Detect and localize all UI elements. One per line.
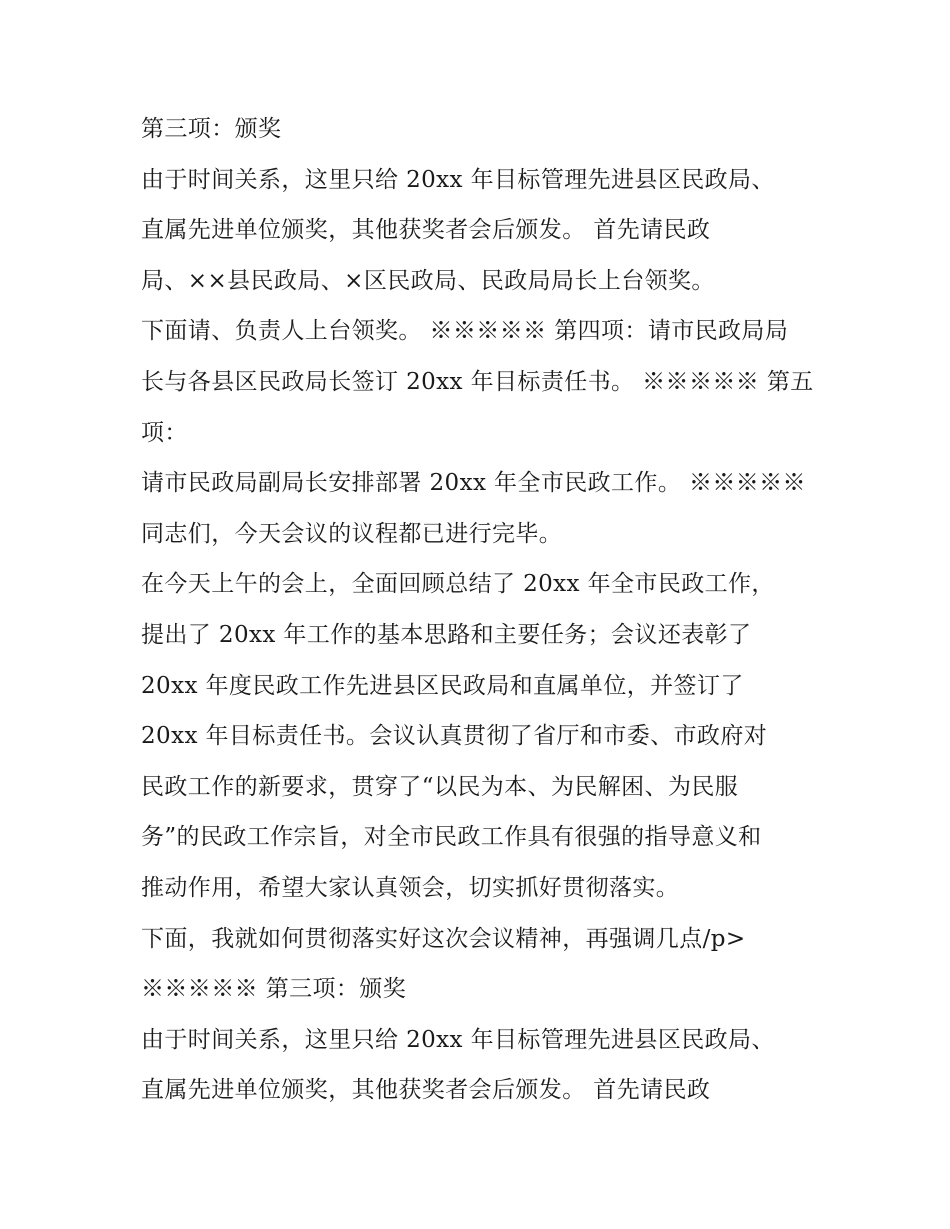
- text-line: 20xx 年目标责任书。会议认真贯彻了省厅和市委、市政府对: [141, 723, 768, 750]
- text-line: 由于时间关系，这里只给 20xx 年目标管理先进县区民政局、: [141, 1026, 775, 1053]
- text-line: 民政工作的新要求，贯穿了“以民为本、为民解困、为民服: [141, 773, 739, 800]
- text-line: 直属先进单位颁奖，其他获奖者会后颁发。 首先请民政: [141, 217, 711, 244]
- text-line: 局、××县民政局、×区民政局、民政局局长上台领奖。: [141, 267, 715, 294]
- document-body: [141, 108, 821, 1120]
- text-line: 下面，我就如何贯彻落实好这次会议精神，再强调几点/p>: [141, 925, 746, 952]
- text-line: 在今天上午的会上，全面回顾总结了 20xx 年全市民政工作，: [141, 571, 775, 598]
- text-line: 由于时间关系，这里只给 20xx 年目标管理先进县区民政局、: [141, 166, 775, 193]
- text-line: ※※※※※ 第三项：颁奖: [141, 976, 407, 1003]
- text-line: 务”的民政工作宗旨，对全市民政工作具有很强的指导意义和: [141, 824, 762, 851]
- text-line: 请市民政局副局长安排部署 20xx 年全市民政工作。 ※※※※※: [141, 470, 806, 497]
- text-line: 推动作用，希望大家认真领会，切实抓好贯彻落实。: [141, 874, 680, 901]
- text-line: 直属先进单位颁奖，其他获奖者会后颁发。 首先请民政: [141, 1077, 711, 1104]
- text-line: 第三项：颁奖: [141, 116, 282, 142]
- text-line: 下面请、负责人上台领奖。 ※※※※※ 第四项：请市民政局局: [141, 318, 789, 345]
- text-line: 长与各县区民政局长签订 20xx 年目标责任书。 ※※※※※ 第五: [141, 368, 814, 395]
- text-line: 项：: [141, 419, 188, 446]
- text-line: 提出了 20xx 年工作的基本思路和主要任务；会议还表彰了: [141, 621, 752, 648]
- text-line: 同志们，今天会议的议程都已进行完毕。: [141, 520, 563, 547]
- text-line: 20xx 年度民政工作先进县区民政局和直属单位，并签订了: [141, 672, 744, 699]
